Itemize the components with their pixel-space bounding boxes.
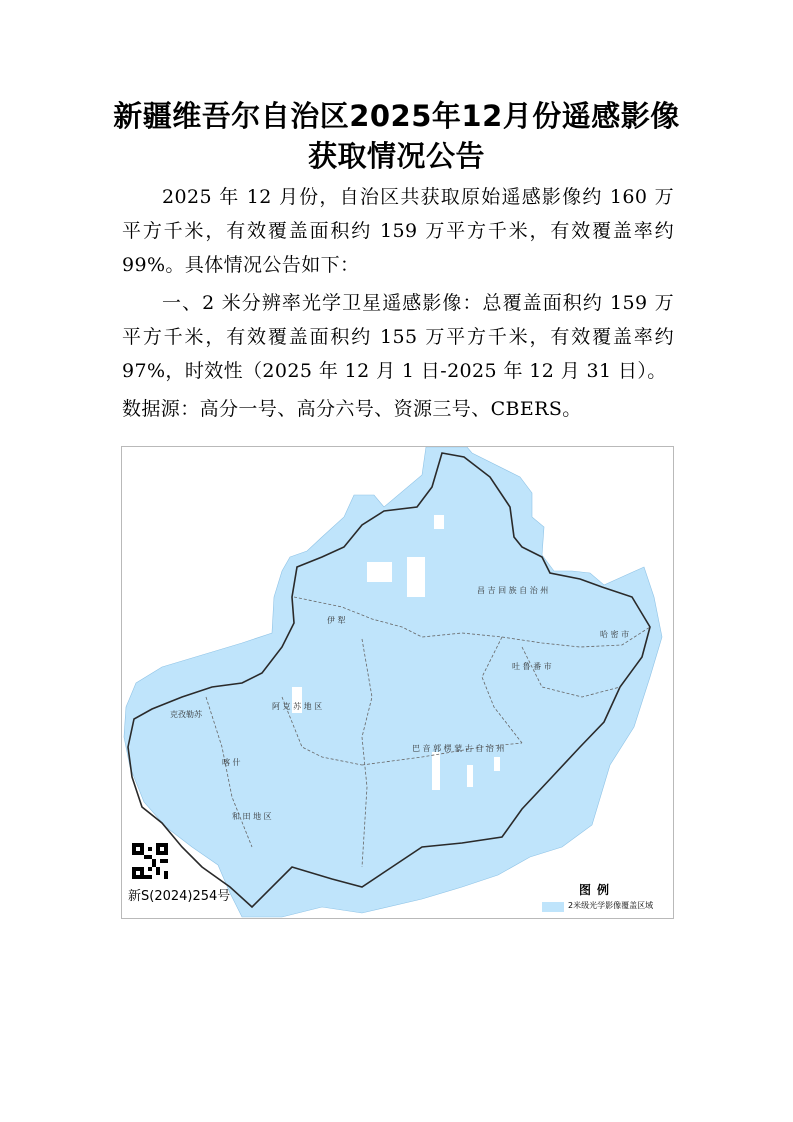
map-approval-number: 新S(2024)254号 xyxy=(128,889,231,904)
data-source-paragraph: 数据源：高分一号、高分六号、资源三号、CBERS。 xyxy=(122,398,582,420)
qr-code xyxy=(132,843,168,879)
region-label-hami: 哈 密 市 xyxy=(600,630,630,639)
legend-title: 图例 xyxy=(579,883,616,897)
region-label-kizilsu: 克孜勒苏 xyxy=(170,710,202,719)
summary-paragraph: 2025 年 12 月份，自治区共获取原始遥感影像约 160 万平方千米，有效覆盖面积约 159 万平方千米，有效覆盖率约 99%。具体情况公告如下： xyxy=(122,186,674,276)
page-title-line-2: 获取情况公告 xyxy=(307,139,485,173)
region-label-bayingol: 巴 音 郭 楞 蒙 古 自 治 州 xyxy=(412,744,505,753)
region-label-ili: 伊 犁 xyxy=(327,616,346,625)
optical-imagery-paragraph: 一、2 米分辨率光学卫星遥感影像：总覆盖面积约 159 万平方千米，有效覆盖面积约 155 万平方千米，有效覆盖率约 97%，时效性（2025 年 12 月 1 日-2025 年 12 月 31 日）。 xyxy=(122,292,674,382)
region-label-turpan: 吐 鲁 番 市 xyxy=(512,662,552,671)
region-label-kashgar: 喀 什 xyxy=(222,758,241,767)
legend-coverage-label: 2米级光学影像覆盖区域 xyxy=(568,901,654,910)
region-label-hotan: 和 田 地 区 xyxy=(232,812,272,821)
region-label-aksu: 阿 克 苏 地 区 xyxy=(272,702,323,711)
coverage-map-graphic xyxy=(122,447,673,918)
coverage-map xyxy=(121,446,674,919)
coverage-area xyxy=(124,447,662,917)
region-label-changji: 昌 吉 回 族 自 治 州 xyxy=(477,586,549,595)
page-title-line-1: 新疆维吾尔自治区2025年12月份遥感影像 xyxy=(113,99,680,133)
legend-coverage-swatch xyxy=(542,902,564,912)
